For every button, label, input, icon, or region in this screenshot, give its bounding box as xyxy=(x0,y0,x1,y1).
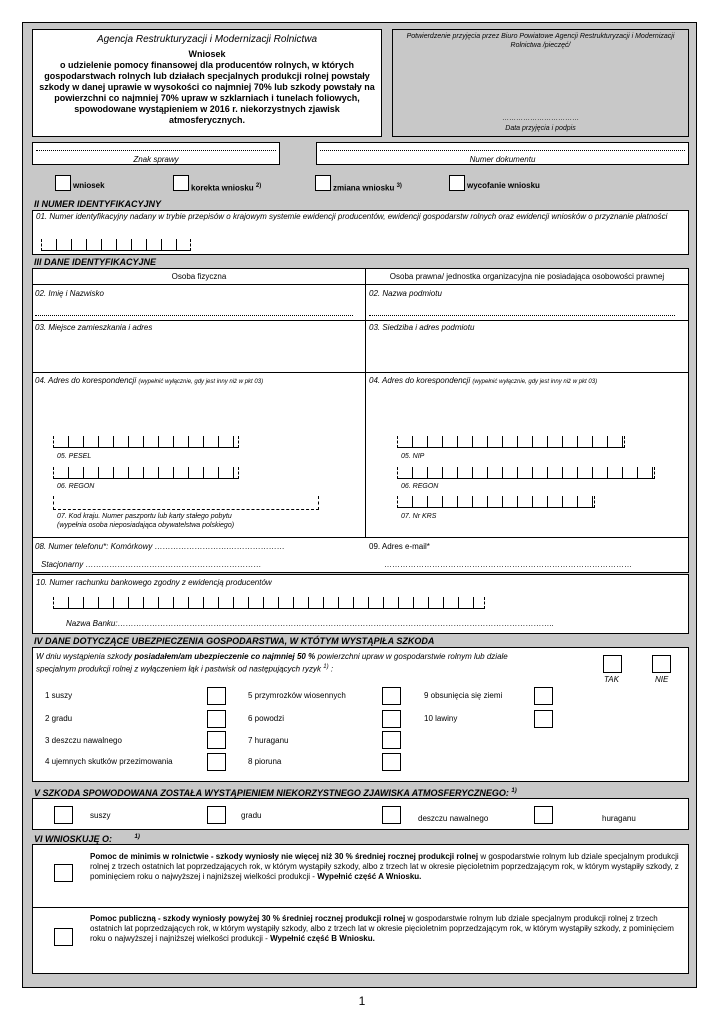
pesel-label: 05. PESEL xyxy=(57,453,92,460)
bank-name-label[interactable]: Nazwa Banku:……………………………………………………………………………………………………………………………………………….. xyxy=(66,619,555,628)
public-aid-text: Pomoc publiczną - szkody wyniosły powyżej 30 % średniej rocznej produkcji rolnej w gospodarstwie rolnym lub dziale specjalnym produkcji rolnej z trzech ostatnich lat poprzedzających rok, w którym wystąpiły szkody, albo z trzech lat w okresie pięcioletnim poprzedzającym rok, w którym wystąpiły szkody, z pominięciem roku o najwyższej i najniższej wielkości produkcji - Wypełnić część B Wniosku. xyxy=(90,914,674,943)
bank-label: 10. Numer rachunku bankowego zgodny z ewidencją producentów xyxy=(36,578,272,587)
damage-hurricane-label: huraganu xyxy=(602,814,636,823)
risk-8-label: 8 pioruna xyxy=(248,757,282,766)
document-number-field[interactable] xyxy=(316,142,689,165)
risk-1-checkbox[interactable] xyxy=(207,687,226,705)
risk-9-checkbox[interactable] xyxy=(534,687,553,705)
col-person: Osoba fizyczna xyxy=(32,268,366,285)
section-5-title: V SZKODA SPOWODOWANA ZOSTAŁA WYSTĄPIENIEM NIEKORZYSTNEGO ZJAWISKA ATMOSFERYCZNEGO: $^{1)}$ xyxy=(34,788,517,798)
section-6-title: VI WNIOSKUJĘ O: $^{1)}$ xyxy=(34,834,140,844)
section-3-title: III DANE IDENTYFIKACYJNE xyxy=(32,256,689,268)
field-02-left-label: 02. Imię i Nazwisko xyxy=(35,289,104,298)
field-02-right-label: 02. Nazwa podmiotu xyxy=(369,289,442,298)
page-number: 1 xyxy=(358,994,366,1008)
nip-label: 05. NIP xyxy=(401,453,425,460)
risk-7-label: 7 huraganu xyxy=(248,736,289,745)
damage-hail-checkbox[interactable] xyxy=(207,806,226,824)
risk-5-label: 5 przymrozków wiosennych xyxy=(248,691,346,700)
confirmation-dots: …………………………… xyxy=(502,115,579,122)
risk-9-label: 9 obsunięcia się ziemi xyxy=(424,691,503,700)
regon-left-label: 06. REGON xyxy=(57,483,95,490)
name-input[interactable] xyxy=(35,315,353,316)
form-subtitle: o udzielenie pomocy finansowej dla producentów rolnych, w których gospodarstwach rolnych lub działach specjalnych produkcji rolnej powstały szkody w danej uprawie w wysokości co najmniej 70% lub szkody powstały na powierzchni co najmniej 70% upraw w szklarniach i tunelach foliowych, spowodowane wystąpieniem w 2016 r. niekorzystnych zjawisk atmosferycznych. xyxy=(39,60,375,125)
krs-label: 07. Nr KRS xyxy=(401,513,437,520)
document-number-label: Numer dokumentu xyxy=(469,155,536,164)
checkbox-korekta[interactable] xyxy=(173,175,189,191)
risk-7-checkbox[interactable] xyxy=(382,731,401,749)
damage-hurricane-checkbox[interactable] xyxy=(534,806,553,824)
case-sign-label: Znak sprawy xyxy=(133,155,179,164)
insurance-yes-checkbox[interactable] xyxy=(603,655,622,673)
risk-6-checkbox[interactable] xyxy=(382,710,401,728)
email-input[interactable]: ………………………………………………………………………………… xyxy=(384,560,632,569)
field-03-left-label: 03. Miejsce zamieszkania i adres xyxy=(35,323,153,332)
de-minimis-text: Pomoc de minimis w rolnictwie - szkody wyniosły nie więcej niż 30 % średniej rocznej produkcji rolnej w gospodarstwie rolnym lub dziale specjalnym produkcji rolnej z trzech ostatnich lat poprzedzających rok, w którym wystąpiły szkody, albo z trzech lat w okresie pięcioletnim poprzedzającym rok, w którym wystąpiły szkody, z pominięciem roku o najwyższej i najniższej wielkości produkcji - Wypełnić część A Wniosku. xyxy=(90,852,679,881)
email-label: 09. Adres e-mail* xyxy=(369,542,430,551)
phone-fixed-label: Stacjonarny ………………………………………………………… xyxy=(41,560,262,569)
damage-hail-label: gradu xyxy=(241,811,262,820)
pesel-input[interactable] xyxy=(53,436,239,448)
section-4-title: IV DANE DOTYCZĄCE UBEZPIECZENIA GOSPODARSTWA, W KTÓTYM WYSTĄPIŁA SZKODA xyxy=(32,635,689,647)
header-title-box xyxy=(32,29,382,137)
checkbox-wniosek[interactable] xyxy=(55,175,71,191)
col-entity: Osoba prawna/ jednostka organizacyjna nie posiadająca osobowości prawnej xyxy=(365,268,689,285)
section-5-box xyxy=(32,798,689,830)
risk-10-label: 10 lawiny xyxy=(424,714,458,723)
de-minimis-checkbox[interactable] xyxy=(54,864,73,882)
field-04-left-label: 04. Adres do korespondencji (wypełnić wyłącznie, gdy jest inny niż w pkt 03) xyxy=(35,376,264,385)
section-2-title: II NUMER IDENTYFIKACYJNY xyxy=(32,198,689,210)
passport-label: 07. Kod kraju. Numer paszportu lub karty stałego pobytu xyxy=(57,513,232,520)
yes-label: TAK xyxy=(604,675,619,684)
regon-right-label: 06. REGON xyxy=(401,483,439,490)
damage-drought-label: suszy xyxy=(90,811,111,820)
damage-drought-checkbox[interactable] xyxy=(54,806,73,824)
phone-mobile-label: 08. Numer telefonu*: Komórkowy ……………………….………………… xyxy=(35,542,285,551)
regon-left-input[interactable] xyxy=(53,467,239,479)
risk-3-label: 3 deszczu nawalnego xyxy=(45,736,122,745)
checkbox-wycofanie[interactable] xyxy=(449,175,465,191)
insurance-no-checkbox[interactable] xyxy=(652,655,671,673)
risk-3-checkbox[interactable] xyxy=(207,731,226,749)
confirmation-text: Potwierdzenie przyjęcia przez Biuro Powiatowe Agencji Restrukturyzacji i Modernizacji Rolnictwa /pieczęć/ xyxy=(406,33,675,49)
request-type-row: wniosek korekta wniosku $^{2)}$ zmiana wniosku $^{3)}$ wycofanie wniosku xyxy=(55,175,685,193)
insurance-text: W dniu wystąpienia szkody posiadałem/am ubezpieczenie co najmniej 50 % powierzchni upraw w gospodarstwie rolnym lub dziale specjalnym produkcji rolnej z wyłączeniem łąk i pastwisk od następujących ryzyk $^{1)}$ : xyxy=(36,652,508,674)
field-01-label: 01. Numer identyfikacyjny nadany w trybie przepisów o krajowym systemie ewidencji producentów, ewidencji gospodarstw rolnych oraz ewidencji wniosków o przyznanie płatności xyxy=(36,212,668,221)
nip-input[interactable] xyxy=(397,436,625,448)
bank-account-input[interactable] xyxy=(53,597,485,609)
krs-input[interactable] xyxy=(397,496,595,508)
damage-rain-checkbox[interactable] xyxy=(382,806,401,824)
risk-8-checkbox[interactable] xyxy=(382,753,401,771)
passport-input[interactable] xyxy=(53,496,319,510)
risk-1-label: 1 suszy xyxy=(45,691,73,700)
confirmation-box xyxy=(392,29,689,137)
risk-6-label: 6 powodzi xyxy=(248,714,285,723)
risk-10-checkbox[interactable] xyxy=(534,710,553,728)
section-2-box xyxy=(32,210,689,255)
field-04-right-label: 04. Adres do korespondencji (wypełnić wyłącznie, gdy jest inny niż w pkt 03) xyxy=(369,376,598,385)
public-aid-checkbox[interactable] xyxy=(54,928,73,946)
passport-note: (wypełnia osoba nieposiadająca obywatelstwa polskiego) xyxy=(57,522,235,529)
risk-5-checkbox[interactable] xyxy=(382,687,401,705)
checkbox-zmiana[interactable] xyxy=(315,175,331,191)
risk-4-label: 4 ujemnych skutków przezimowania xyxy=(45,757,173,766)
case-sign-field[interactable] xyxy=(32,142,280,165)
field-03-right-label: 03. Siedziba i adres podmiotu xyxy=(369,323,475,332)
risk-4-checkbox[interactable] xyxy=(207,753,226,771)
no-label: NIE xyxy=(655,675,669,684)
form-title: Wniosek xyxy=(188,49,226,59)
damage-rain-label: deszczu nawalnego xyxy=(418,814,489,823)
regon-right-input[interactable] xyxy=(397,467,655,479)
agency-name: Agencja Restrukturyzacji i Modernizacji Rolnictwa xyxy=(96,34,318,45)
date-label: Data przyjęcia i podpis xyxy=(505,125,576,132)
risk-2-label: 2 gradu xyxy=(45,714,73,723)
entity-name-input[interactable] xyxy=(369,315,675,316)
risk-2-checkbox[interactable] xyxy=(207,710,226,728)
id-number-input[interactable] xyxy=(41,239,191,251)
